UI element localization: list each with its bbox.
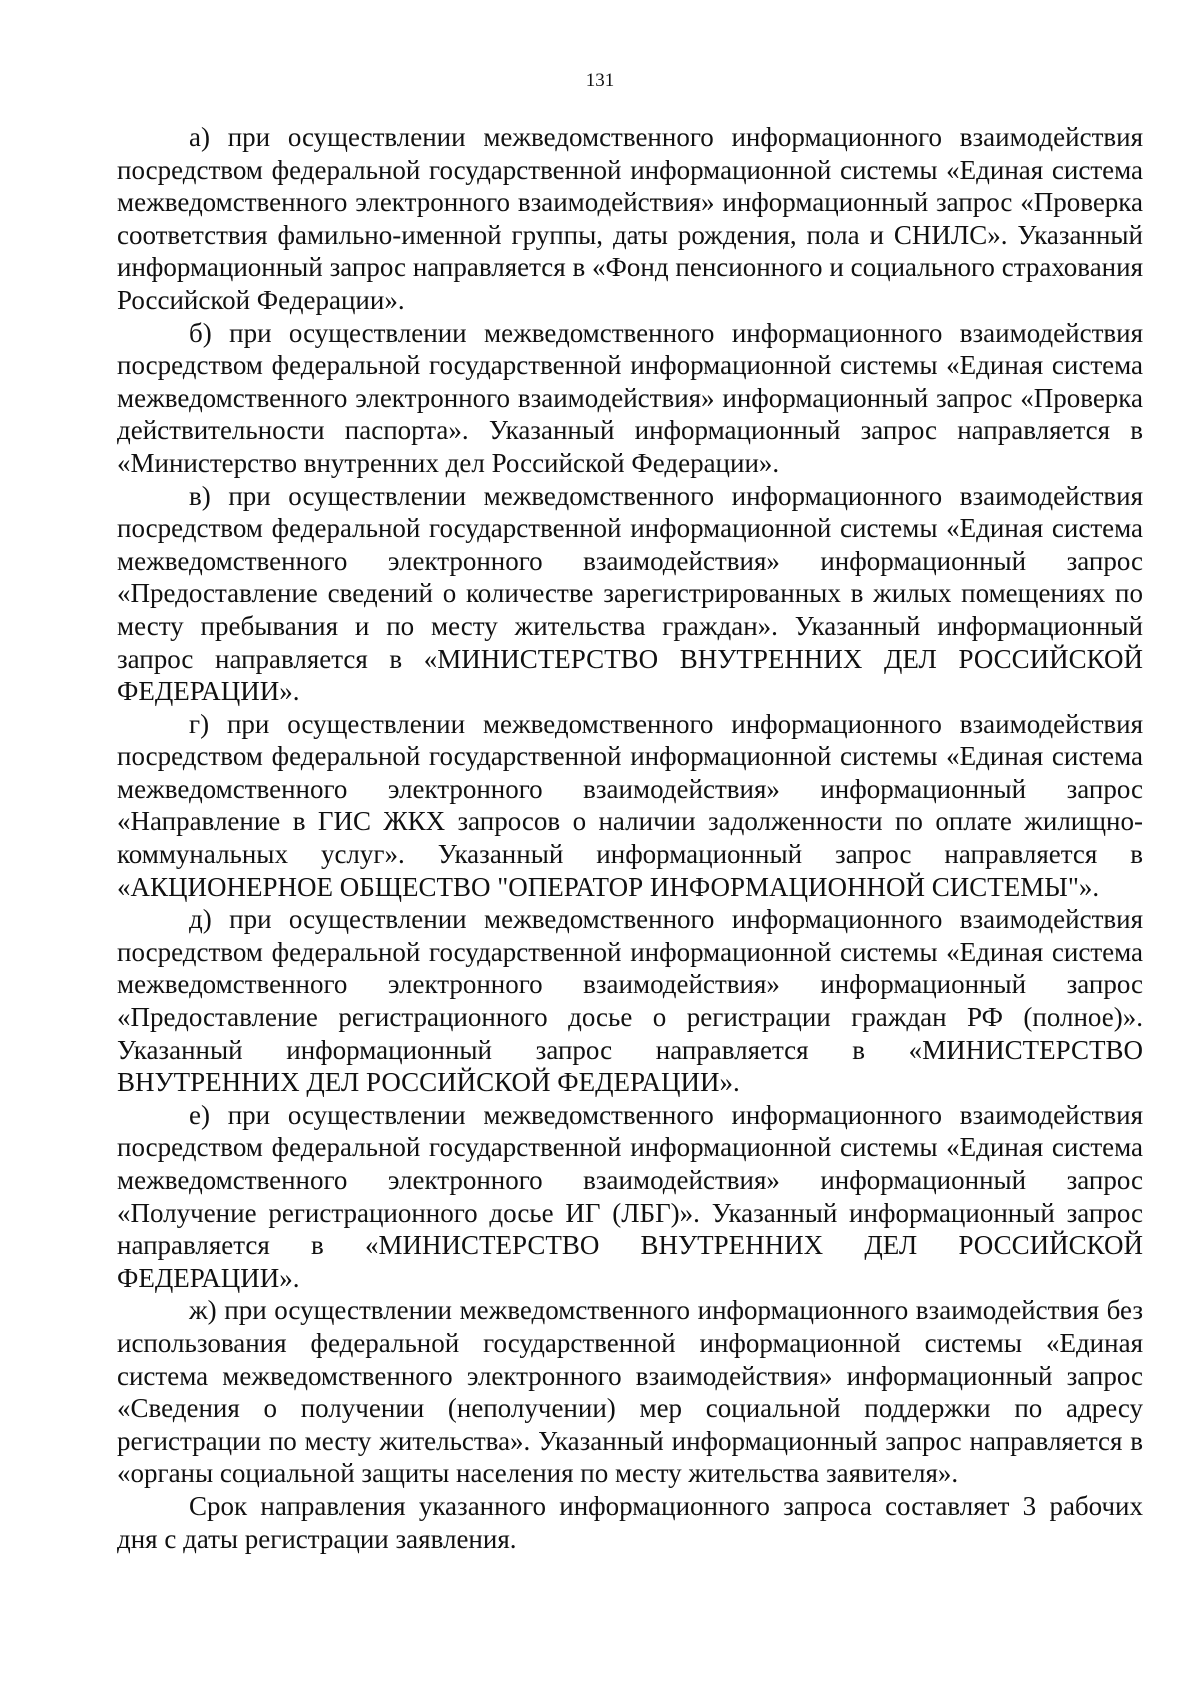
paragraph-d: д) при осуществлении межведомственного информационного взаимодействия посредством федеральной государственной информационной системы «Единая система межведомственного электронного взаимодействия» информационный запрос «Предоставление регистрационного досье о регистрации граждан РФ (полное)». Указанный информационный запрос направляется в «МИНИСТЕРСТВО ВНУТРЕННИХ ДЕЛ РОССИЙСКОЙ ФЕДЕРАЦИИ». [117,904,1143,1098]
paragraph-e: е) при осуществлении межведомственного информационного взаимодействия посредством федеральной государственной информационной системы «Единая система межведомственного электронного взаимодействия» информационный запрос «Получение регистрационного досье ИГ (ЛБГ)». Указанный информационный запрос направляется в «МИНИСТЕРСТВО ВНУТРЕННИХ ДЕЛ РОССИЙСКОЙ ФЕДЕРАЦИИ». [117,1099,1143,1293]
paragraph-v: в) при осуществлении межведомственного информационного взаимодействия посредством федеральной государственной информационной системы «Единая система межведомственного электронного взаимодействия» информационный запрос «Предоставление сведений о количестве зарегистрированных в жилых помещениях по месту пребывания и по месту жительства граждан». Указанный информационный запрос направляется в «МИНИСТЕРСТВО ВНУТРЕННИХ ДЕЛ РОССИЙСКОЙ ФЕДЕРАЦИИ». [117,480,1143,707]
page-number: 131 [585,70,615,91]
paragraph-deadline: Срок направления указанного информационного запроса составляет 3 рабочих дня с даты регистрации заявления. [117,1490,1143,1554]
paragraph-zh: ж) при осуществлении межведомственного информационного взаимодействия без использования федеральной государственной информационной системы «Единая система межведомственного электронного взаимодействия» информационный запрос «Сведения о получении (неполучении) мер социальной поддержки по адресу регистрации по месту жительства». Указанный информационный запрос направляется в «органы социальной защиты населения по месту жительства заявителя». [117,1295,1143,1489]
paragraph-a: а) при осуществлении межведомственного информационного взаимодействия посредством федеральной государственной информационной системы «Единая система межведомственного электронного взаимодействия» информационный запрос «Проверка соответствия фамильно-именной группы, даты рождения, пола и СНИЛС». Указанный информационный запрос направляется в «Фонд пенсионного и социального страхования Российской Федерации». [117,122,1143,315]
document-body [117,121,1143,1555]
paragraph-b: б) при осуществлении межведомственного информационного взаимодействия посредством федеральной государственной информационной системы «Единая система межведомственного электронного взаимодействия» информационный запрос «Проверка действительности паспорта». Указанный информационный запрос направляется в «Министерство внутренних дел Российской Федерации». [117,317,1143,478]
paragraph-g: г) при осуществлении межведомственного информационного взаимодействия посредством федеральной государственной информационной системы «Единая система межведомственного электронного взаимодействия» информационный запрос «Направление в ГИС ЖКХ запросов о наличии задолженности по оплате жилищно-коммунальных услуг». Указанный информационный запрос направляется в «АКЦИОНЕРНОЕ ОБЩЕСТВО "ОПЕРАТОР ИНФОРМАЦИОННОЙ СИСТЕМЫ"». [117,708,1143,902]
